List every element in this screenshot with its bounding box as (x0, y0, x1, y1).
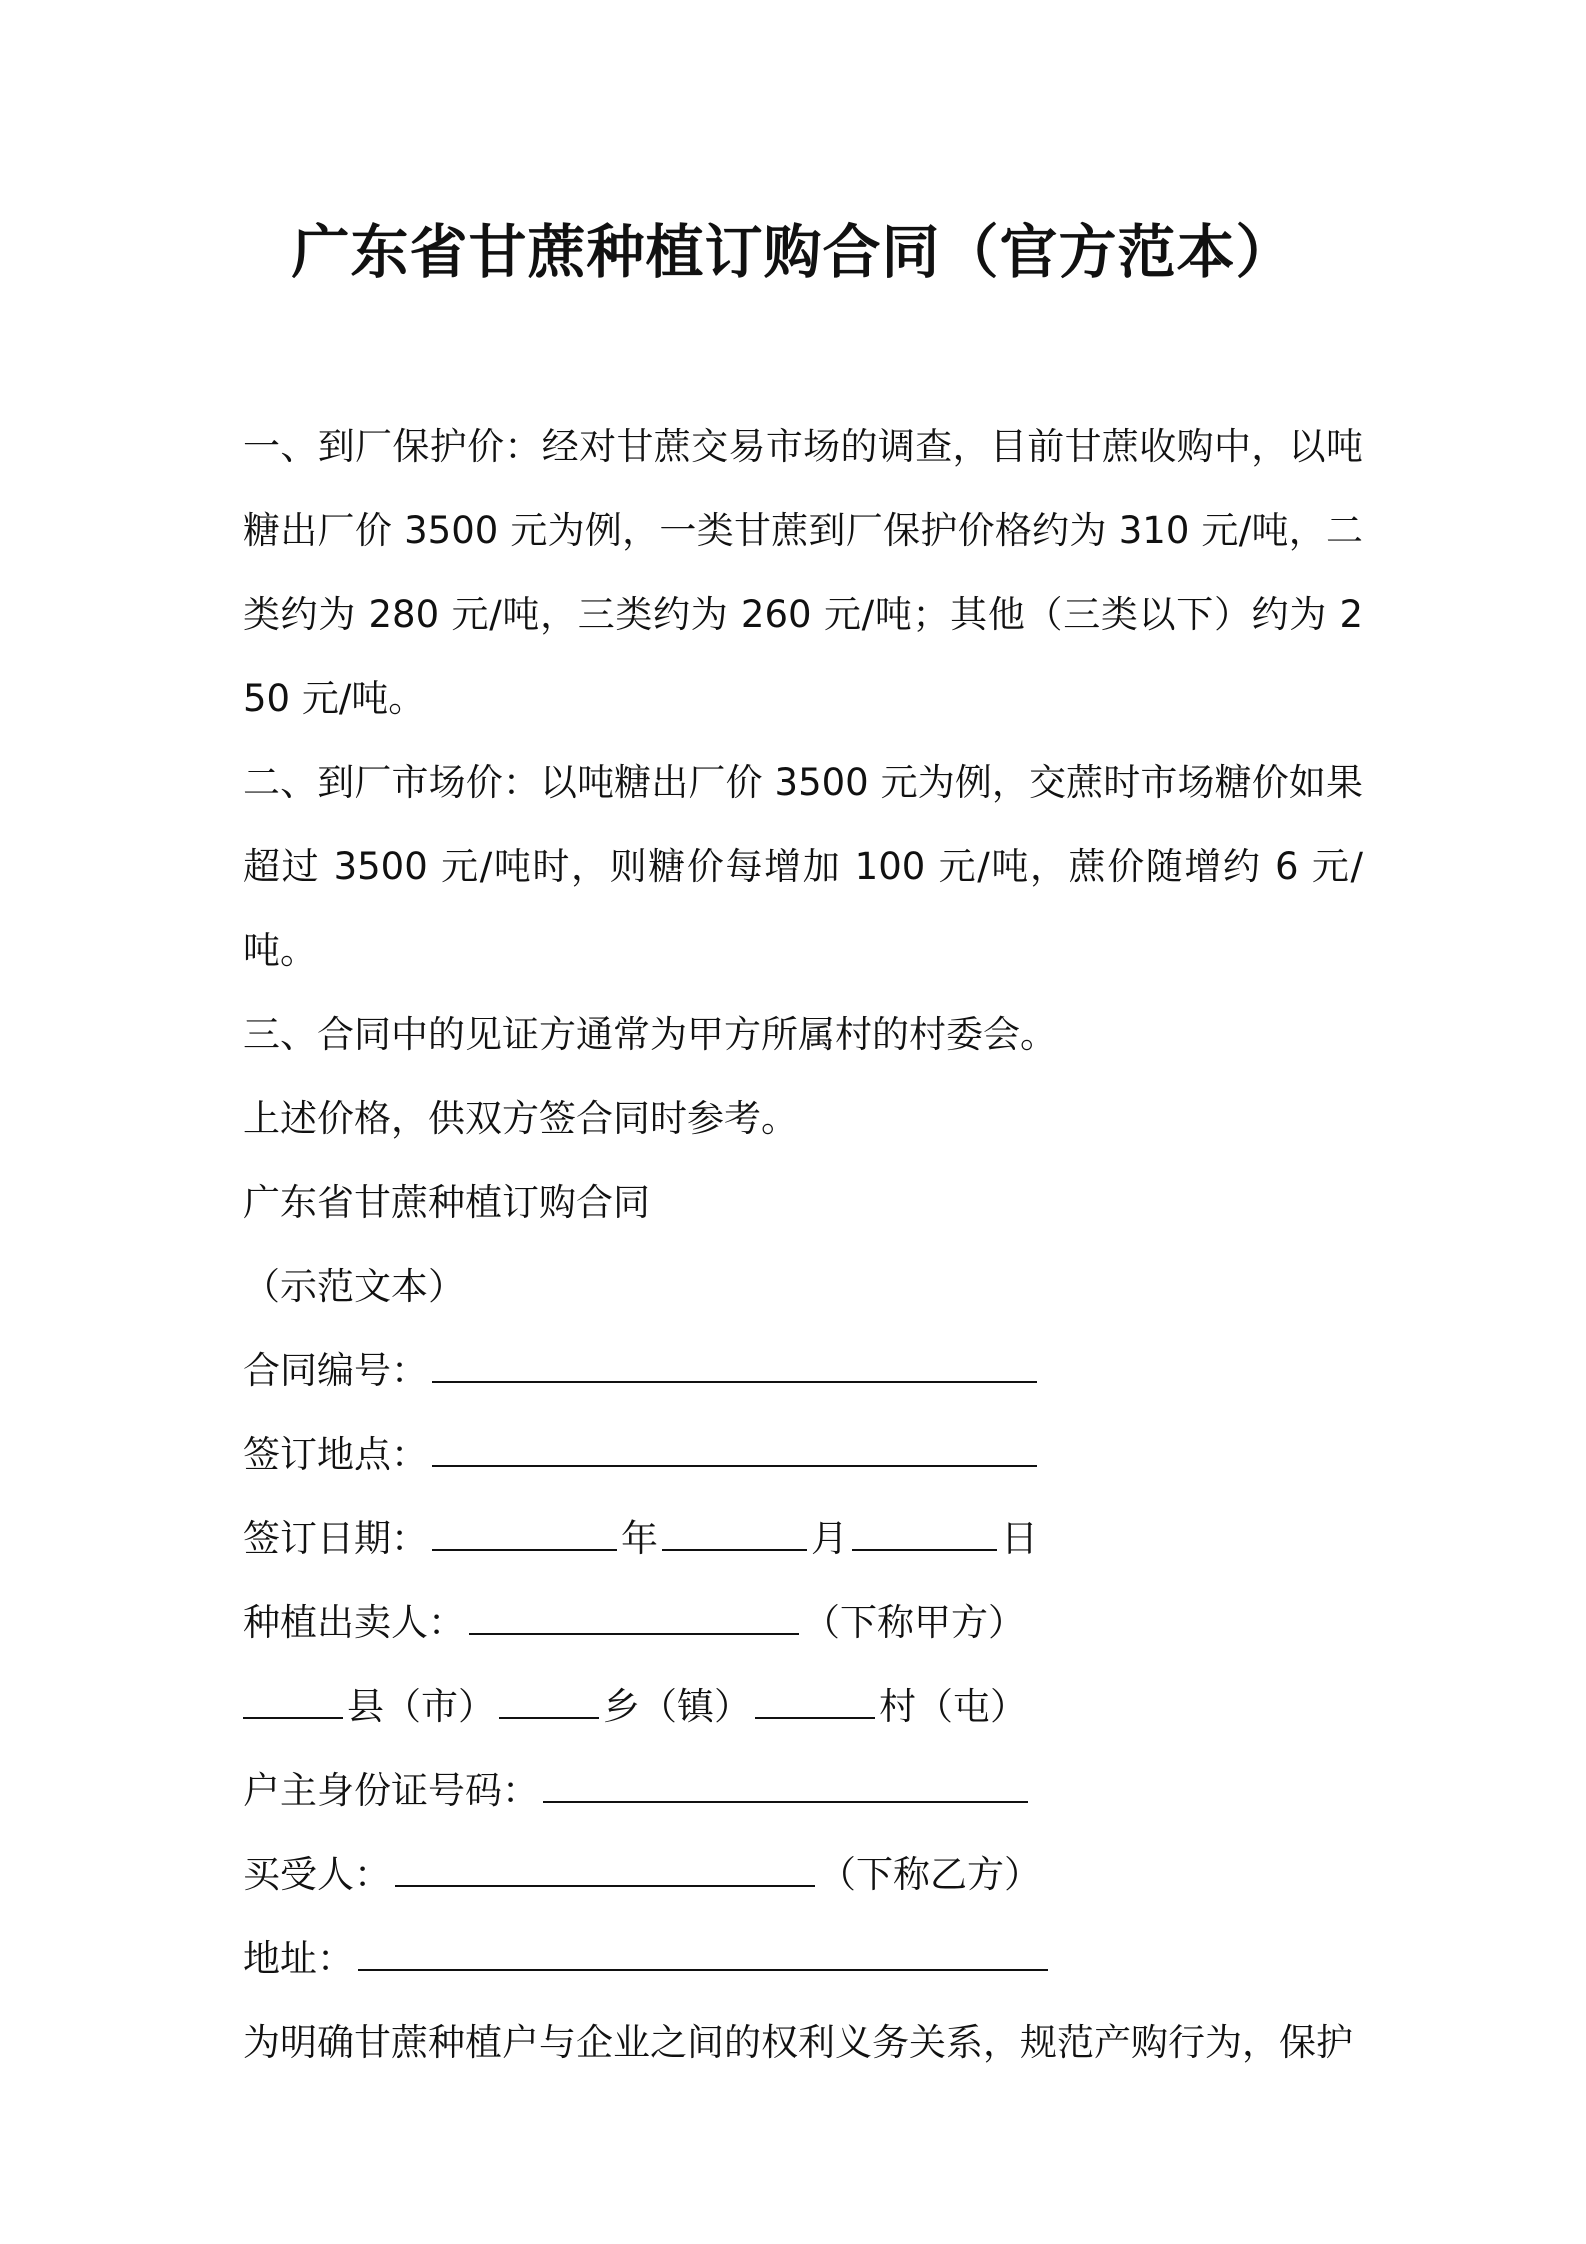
form-row-contract-no (243, 1329, 1363, 1413)
form-row-sign-place (243, 1413, 1363, 1497)
form-row-id-card (243, 1749, 1363, 1833)
paragraph-sample-text: （示范文本） (243, 1265, 465, 1308)
buyer-suffix: （下称乙方） (819, 1853, 1041, 1896)
day-label: 日 (1001, 1517, 1038, 1560)
paragraph-market-price: 二、到厂市场价：以吨糖出厂价 3500 元为例，交蔗时市场糖价如果超过 3500 元/吨时，则糖价每增加 100 元/吨，蔗价随增约 6 元/吨。 (243, 761, 1363, 972)
id-card-field[interactable] (543, 1757, 1028, 1803)
buyer-label: 买受人： (243, 1853, 391, 1896)
sign-place-field[interactable] (432, 1421, 1037, 1467)
seller-label: 种植出卖人： (243, 1601, 465, 1644)
contract-no-label: 合同编号： (243, 1349, 428, 1392)
sign-day-field[interactable] (852, 1505, 997, 1551)
paragraph-closing: 为明确甘蔗种植户与企业之间的权利义务关系，规范产购行为，保护 (243, 2021, 1353, 2064)
form-row-location (243, 1665, 1363, 1749)
form-row-seller (243, 1581, 1363, 1665)
paragraph-witness: 三、合同中的见证方通常为甲方所属村的村委会。 (243, 1013, 1057, 1056)
id-card-label: 户主身份证号码： (243, 1769, 539, 1812)
paragraph-reference-note: 上述价格，供双方签合同时参考。 (243, 1097, 798, 1140)
paragraph-contract-name: 广东省甘蔗种植订购合同 (243, 1181, 650, 1224)
sign-date-label: 签订日期： (243, 1517, 428, 1560)
seller-suffix: （下称甲方） (803, 1601, 1025, 1644)
form-row-buyer (243, 1833, 1363, 1917)
sign-place-label: 签订地点： (243, 1433, 428, 1476)
contract-no-field[interactable] (432, 1337, 1037, 1383)
county-label: 县（市） (347, 1685, 495, 1728)
sign-month-field[interactable] (662, 1505, 807, 1551)
form-row-sign-date (243, 1497, 1363, 1581)
town-field[interactable] (499, 1673, 599, 1719)
address-label: 地址： (243, 1937, 354, 1980)
village-label: 村（屯） (879, 1685, 1027, 1728)
form-row-address (243, 1917, 1363, 2001)
paragraph-protection-price: 一、到厂保护价：经对甘蔗交易市场的调查，目前甘蔗收购中，以吨糖出厂价 3500 元为例，一类甘蔗到厂保护价格约为 310 元/吨，二类约为 280 元/吨，三类约为 260 元/吨；其他（三类以下）约为 250 元/吨。 (243, 425, 1363, 720)
buyer-field[interactable] (395, 1841, 815, 1887)
document-body (243, 405, 1363, 2085)
village-field[interactable] (755, 1673, 875, 1719)
month-label: 月 (811, 1517, 848, 1560)
document-title: 广东省甘蔗种植订购合同（官方范本） (291, 218, 1295, 286)
year-label: 年 (621, 1517, 658, 1560)
county-field[interactable] (243, 1673, 343, 1719)
seller-field[interactable] (469, 1589, 799, 1635)
town-label: 乡（镇） (603, 1685, 751, 1728)
sign-year-field[interactable] (432, 1505, 617, 1551)
address-field[interactable] (358, 1925, 1048, 1971)
